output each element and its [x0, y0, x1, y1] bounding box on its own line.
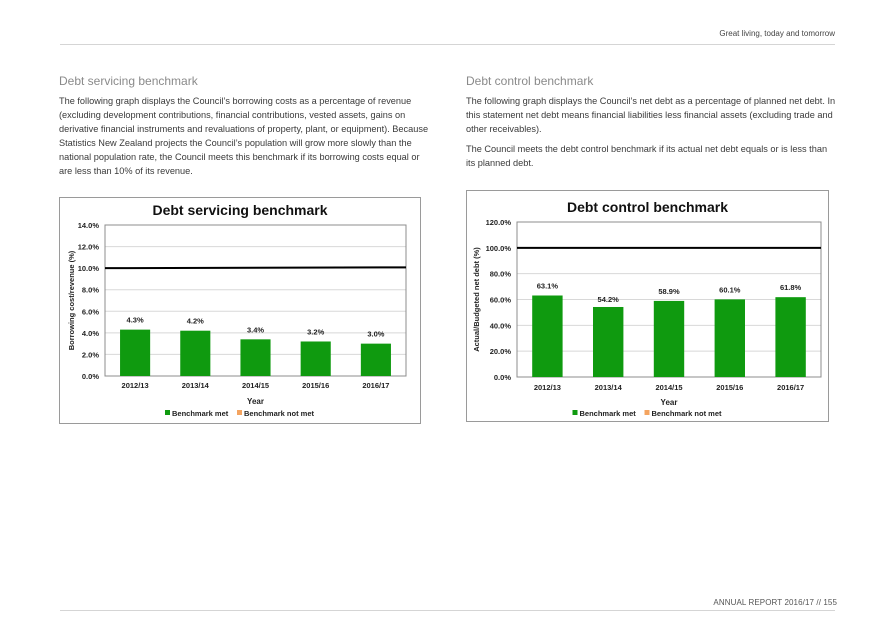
data-label: 54.2%	[597, 294, 619, 304]
data-label: 3.0%	[367, 329, 385, 339]
debt-control-chart-frame	[466, 190, 829, 422]
benchmark-line	[105, 267, 406, 268]
header-divider	[60, 44, 835, 45]
y-tick-label: 20.0%	[489, 347, 511, 357]
bar	[532, 295, 562, 377]
legend-label-met: Benchmark met	[579, 409, 636, 418]
x-tick-label: 2015/16	[302, 381, 330, 390]
y-tick-label: 60.0%	[489, 295, 511, 305]
x-axis-label: Year	[247, 397, 264, 406]
bar	[240, 339, 270, 376]
data-label: 63.1%	[536, 281, 559, 291]
legend-swatch-met	[573, 410, 578, 415]
x-tick-label: 2014/15	[241, 381, 270, 390]
debt-servicing-section	[59, 74, 429, 184]
debt-servicing-chart-frame	[59, 197, 421, 424]
bar	[301, 341, 331, 376]
data-label: 3.4%	[246, 325, 265, 335]
x-tick-label: 2015/16	[716, 383, 744, 392]
bar	[715, 299, 745, 377]
x-tick-label: 2012/13	[121, 381, 149, 390]
y-tick-label: 120.0%	[485, 218, 511, 227]
bar	[654, 301, 684, 377]
legend-swatch-not-met	[237, 410, 242, 415]
debt-servicing-description: The following graph displays the Council’s borrowing costs as a percentage of revenue (excluding development contributions, financial contributions, vested assets, gains on derivative financial instruments and revaluations of property, plant, or equipment). Because Statistics New Zealand projects the Council’s population will grow more slowly than the national population rate, the Council meets this benchmark if its borrowing costs equal or are less than 10% of its revenue.	[59, 96, 429, 176]
y-tick-label: 80.0%	[489, 269, 511, 279]
bar	[180, 331, 210, 376]
data-label: 60.1%	[719, 285, 741, 295]
legend-swatch-not-met	[645, 410, 650, 415]
debt-servicing-title: Debt servicing benchmark	[59, 74, 198, 88]
x-axis-label: Year	[660, 398, 678, 407]
legend-label-not-met: Benchmark not met	[244, 409, 315, 418]
data-label: 58.9%	[658, 286, 680, 296]
legend-swatch-met	[165, 410, 170, 415]
debt-control-section	[466, 74, 836, 176]
debt-control-chart	[467, 191, 828, 421]
footer-divider	[60, 610, 835, 611]
debt-servicing-chart	[60, 198, 420, 423]
chart-title: Debt servicing benchmark	[152, 202, 328, 218]
y-tick-label: 2.0%	[81, 350, 99, 360]
bar	[593, 307, 623, 377]
debt-control-criteria: The Council meets the debt control benchmark if its actual net debt equals or is less than its planned debt.	[466, 144, 828, 168]
y-tick-label: 40.0%	[489, 321, 511, 331]
bar	[120, 330, 150, 376]
debt-control-title: Debt control benchmark	[466, 74, 594, 88]
data-label: 3.2%	[307, 327, 325, 337]
y-tick-label: 8.0%	[81, 285, 99, 295]
debt-control-description: The following graph displays the Council’s net debt as a percentage of planned net debt. In this statement net debt means financial liabilities less financial assets (excluding trade and other receivables).	[466, 96, 836, 134]
bar	[361, 344, 391, 376]
y-tick-label: 6.0%	[81, 307, 99, 317]
legend-label-not-met: Benchmark not met	[651, 409, 722, 418]
y-tick-label: 0.0%	[81, 372, 99, 381]
y-tick-label: 10.0%	[77, 264, 99, 274]
bar	[775, 297, 805, 377]
x-tick-label: 2012/13	[533, 383, 561, 392]
x-tick-label: 2016/17	[777, 383, 805, 392]
y-tick-label: 100.0%	[485, 243, 511, 253]
y-tick-label: 14.0%	[77, 221, 99, 230]
y-tick-label: 12.0%	[77, 242, 99, 252]
x-tick-label: 2016/17	[362, 381, 390, 390]
header-tagline: Great living, today and tomorrow	[719, 29, 835, 38]
data-label: 61.8%	[779, 283, 802, 293]
page-footer-label: ANNUAL REPORT 2016/17 // 155	[713, 598, 837, 607]
legend-label-met: Benchmark met	[172, 409, 229, 418]
x-tick-label: 2013/14	[181, 381, 209, 390]
chart-title: Debt control benchmark	[566, 199, 729, 215]
x-tick-label: 2014/15	[655, 383, 683, 392]
y-tick-label: 4.0%	[81, 328, 99, 338]
data-label: 4.3%	[126, 315, 144, 325]
x-tick-label: 2013/14	[594, 383, 622, 392]
data-label: 4.2%	[186, 316, 204, 326]
y-axis-label: Borrowing cost/revenue (%)	[66, 250, 76, 351]
y-tick-label: 0.0%	[493, 373, 511, 382]
y-axis-label: Actual/Budgeted net debt (%)	[471, 247, 481, 352]
